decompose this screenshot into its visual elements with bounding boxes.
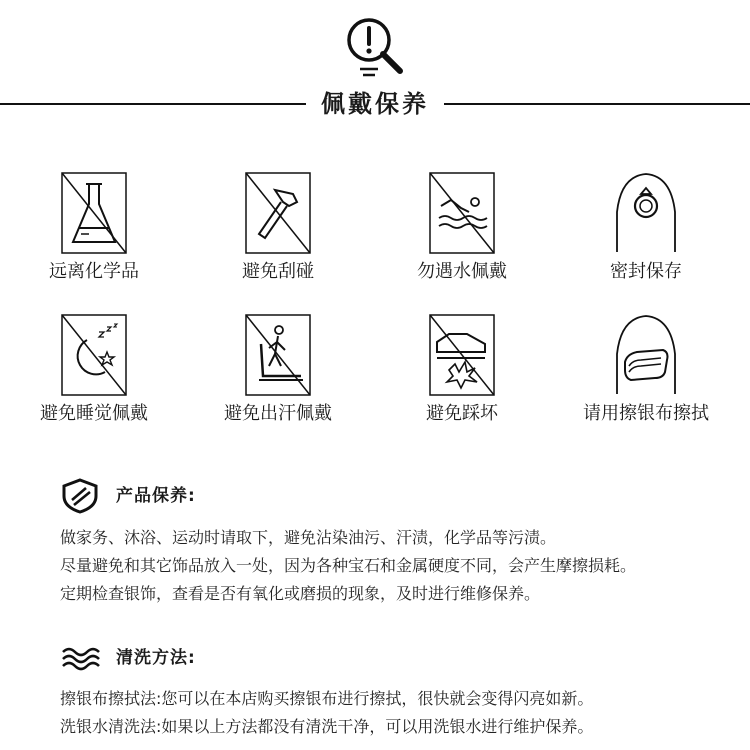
section-title-row: [0, 86, 750, 122]
product-care-title: 产品保养:: [116, 486, 196, 506]
care-item-label: 避免睡觉佩戴: [40, 403, 148, 424]
care-item-label: 避免刮碰: [242, 261, 314, 282]
care-item-step: [372, 314, 552, 440]
care-item-label: 避免踩坏: [426, 403, 498, 424]
stepped-on-icon: [429, 314, 495, 396]
care-item-chemicals: [4, 172, 184, 298]
title-divider-left: [0, 103, 306, 105]
polishing-cloth-bag-icon: [613, 314, 679, 396]
title-divider-right: [444, 103, 750, 105]
page-title: 佩戴保养: [321, 90, 429, 118]
product-care-line: 尽量避免和其它饰品放入一处，因为各种宝石和金属硬度不同，会产生摩擦损耗。: [60, 556, 637, 575]
swimming-icon: [429, 172, 495, 254]
sealed-ring-bag-icon: [613, 172, 679, 254]
care-item-label: 请用擦银布擦拭: [583, 403, 709, 424]
product-care-line: 做家务、沐浴、运动时请取下，避免沾染油污、汗渍，化学品等污渍。: [60, 528, 557, 547]
care-item-label: 远离化学品: [49, 261, 139, 282]
cleaning-line: 擦银布擦拭法:您可以在本店购买擦银布进行擦拭，很快就会变得闪亮如新。: [60, 689, 594, 708]
cleaning-line: 洗银水清洗法:如果以上方法都没有清洗干净，可以用洗银水进行维护保养。: [60, 717, 594, 736]
care-item-sleep: [4, 314, 184, 440]
care-item-water: [372, 172, 552, 298]
product-care-line: 定期检查银饰，查看是否有氧化或磨损的现象，及时进行维修保养。: [60, 584, 541, 603]
water-waves-icon: [60, 640, 104, 676]
care-item-scratch: [188, 172, 368, 298]
care-item-label: 避免出汗佩戴: [224, 403, 332, 424]
hammer-icon: [245, 172, 311, 254]
care-item-label: 勿遇水佩戴: [417, 261, 507, 282]
shield-icon: [60, 478, 104, 514]
cleaning-title: 清洗方法:: [116, 648, 196, 668]
chemical-flask-icon: [61, 172, 127, 254]
care-item-sweat: [188, 314, 368, 440]
care-item-label: 密封保存: [610, 261, 682, 282]
exclamation-magnifier-icon: [342, 14, 412, 84]
care-item-cloth: [556, 314, 736, 440]
treadmill-icon: [245, 314, 311, 396]
sleep-moon-icon: [61, 314, 127, 396]
care-item-sealed: [556, 172, 736, 298]
